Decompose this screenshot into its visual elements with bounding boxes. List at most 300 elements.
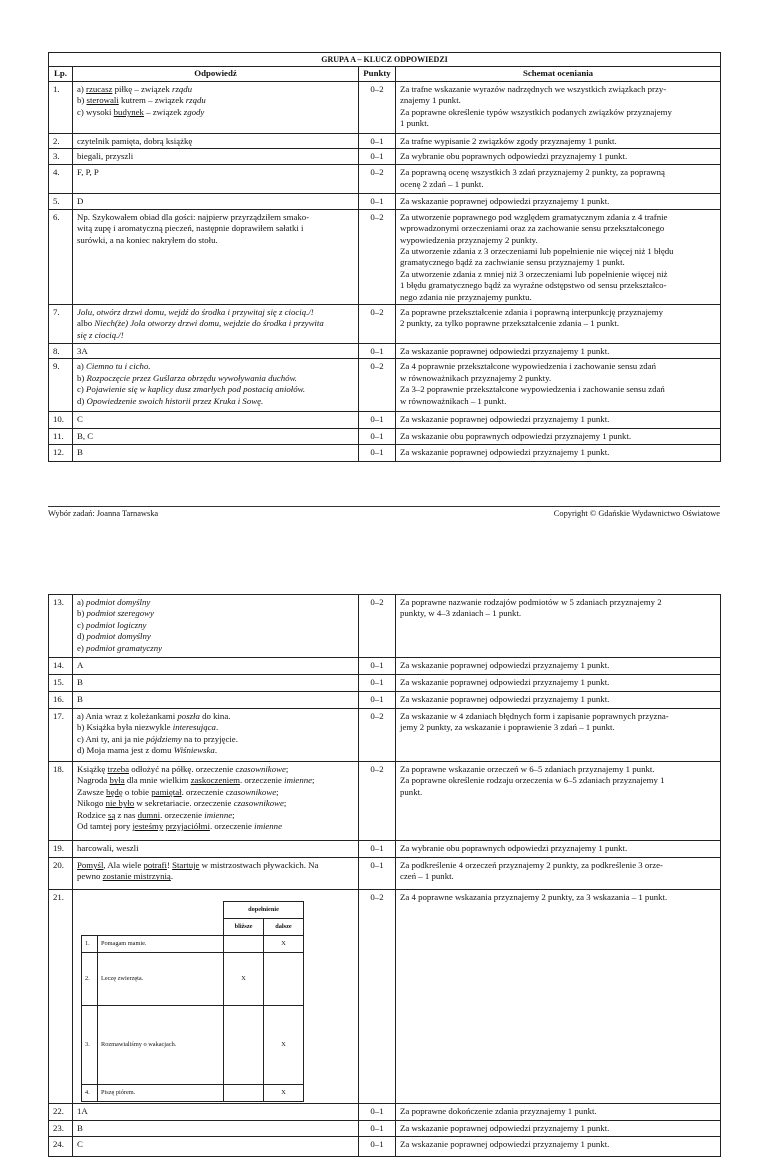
answer-line xyxy=(77,330,354,341)
text-run: . xyxy=(170,871,174,882)
scheme-line: wprowadzonymi orzeczeniami oraz za zachowanie sensu przekształconego xyxy=(400,223,665,234)
answer-line: B xyxy=(77,447,83,458)
complement-near-header: bliższe xyxy=(224,919,264,936)
scoring-scheme-cell xyxy=(396,709,721,762)
scheme-line: Za poprawne określenie rodzaju orzeczenia w 6–5 zdaniach przyznajemy 1 xyxy=(400,775,665,786)
answer-line xyxy=(77,722,354,733)
answer-key-rows xyxy=(49,595,721,1157)
scheme-line: Za utworzenie poprawnego pod względem gramatycznym zdania z 4 trafnie xyxy=(400,211,668,222)
sentence-text: Piszę piórem. xyxy=(98,1085,224,1102)
complement-row xyxy=(82,1085,304,1102)
answer-line xyxy=(77,810,354,821)
answer-row-9 xyxy=(49,359,721,412)
answer-line: B, C xyxy=(77,431,94,442)
answer-cell xyxy=(73,841,359,858)
scheme-line: Za podkreślenie 4 orzeczeń przyznajemy 2 punkty, za podkreślenie 3 orze- xyxy=(400,860,663,870)
answer-line xyxy=(77,871,354,882)
scheme-line: Za wskazanie obu poprawnych odpowiedzi przyznajemy 1 punkt. xyxy=(400,431,632,442)
text-run: pójdziemy xyxy=(146,733,182,744)
text-run: imienne xyxy=(254,821,282,832)
text-run: podmiot szeregowy xyxy=(86,608,154,619)
answer-line xyxy=(77,597,354,608)
points-cell: 0–1 xyxy=(359,149,396,165)
scoring-scheme-cell xyxy=(396,194,721,209)
answer-cell xyxy=(73,890,359,1104)
text-run: nie było xyxy=(105,798,135,809)
answer-line: harcowali, weszli xyxy=(77,843,139,853)
answer-key-part-1 xyxy=(48,52,721,462)
answer-line: czytelnik pamięta, dobrą książkę xyxy=(77,136,193,146)
text-run: c) Ani ty, ani ja nie xyxy=(77,733,147,744)
scheme-line: Za wybranie obu poprawnych odpowiedzi przyznajemy 1 punkt. xyxy=(400,151,628,162)
text-run: a) xyxy=(77,361,87,372)
text-run: c) xyxy=(77,384,87,395)
scoring-scheme-cell xyxy=(396,890,721,1104)
text-run: Wiśniewska xyxy=(173,745,215,756)
answer-cell xyxy=(73,359,359,412)
text-run: potrafi xyxy=(143,860,167,870)
question-number: 1. xyxy=(49,82,73,134)
text-run: a) xyxy=(77,597,87,607)
sentence-text: Pomagam mamie. xyxy=(98,936,224,953)
answer-cell xyxy=(73,445,359,462)
scoring-scheme-cell xyxy=(396,858,721,890)
scheme-line: w równoważnikach przyznajemy 2 punkty. xyxy=(400,372,552,383)
scoring-scheme-cell xyxy=(396,149,721,165)
scheme-line: gramatycznego bądź za zachwianie sensu przyznajemy 1 punkt. xyxy=(400,257,625,268)
points-cell: 0–2 xyxy=(359,165,396,194)
near-object-mark xyxy=(224,1006,264,1085)
complement-row xyxy=(82,936,304,953)
points-cell: 0–1 xyxy=(359,194,396,209)
question-number: 17. xyxy=(49,709,73,762)
answer-row-13 xyxy=(49,595,721,658)
answer-row-14 xyxy=(49,658,721,675)
text-run: Od tamtej pory xyxy=(77,821,133,832)
near-object-mark: X xyxy=(224,953,264,1006)
answer-cell xyxy=(73,675,359,692)
answer-cell xyxy=(73,412,359,429)
text-run: zaskoczeniem xyxy=(190,775,240,786)
scoring-scheme-cell xyxy=(396,1104,721,1121)
question-number: 12. xyxy=(49,445,73,462)
text-run: rządu xyxy=(172,84,193,94)
scheme-line: Za wskazanie poprawnej odpowiedzi przyznajemy 1 punkt. xyxy=(400,694,610,704)
scheme-line: Za poprawne wskazanie orzeczeń w 6–5 zdaniach przyznajemy 1 punkt. xyxy=(400,764,655,774)
scoring-scheme-cell xyxy=(396,692,721,709)
text-run: d) xyxy=(77,631,87,642)
points-cell: 0–1 xyxy=(359,429,396,445)
answer-cell xyxy=(73,858,359,890)
points-cell: 0–2 xyxy=(359,82,396,134)
text-run: Startuje xyxy=(172,860,200,870)
answer-row-7 xyxy=(49,305,721,344)
answer-row-10 xyxy=(49,412,721,429)
text-run: podmiot domyślny xyxy=(86,631,151,642)
answer-row-23 xyxy=(49,1121,721,1137)
scoring-scheme-cell xyxy=(396,1121,721,1137)
answer-line xyxy=(77,764,354,775)
answer-cell xyxy=(73,134,359,149)
scoring-scheme-cell xyxy=(396,344,721,359)
scheme-line: Za wskazanie poprawnej odpowiedzi przyznajemy 1 punkt. xyxy=(400,414,610,425)
text-run: się z ciocią./! xyxy=(77,329,124,340)
question-number: 18. xyxy=(49,762,73,841)
col-header-lp: Lp. xyxy=(49,67,73,82)
question-number: 10. xyxy=(49,412,73,429)
text-run: Rozpoczęcie przez Guślarza obrzędu wywoływania duchów. xyxy=(86,372,297,383)
answer-line: C xyxy=(77,1139,83,1149)
text-run: . orzeczenie xyxy=(181,786,226,797)
complement-row xyxy=(82,1006,304,1085)
text-run: b) xyxy=(77,608,87,619)
text-run: ; xyxy=(283,798,287,809)
sentence-text: Leczę zwierzęta. xyxy=(98,953,224,1006)
points-cell: 0–1 xyxy=(359,445,396,462)
scoring-scheme-cell xyxy=(396,165,721,194)
question-number: 22. xyxy=(49,1104,73,1121)
text-run: na to przyjęcie. xyxy=(181,733,238,744)
text-run: są xyxy=(108,809,116,820)
scheme-line: Za 4 poprawnie przekształcone wypowiedzenia i zachowanie sensu zdań xyxy=(400,361,656,372)
points-cell: 0–2 xyxy=(359,359,396,412)
text-run: w sekretariacie. orzeczenie xyxy=(134,798,234,809)
answer-row-20 xyxy=(49,858,721,890)
answer-cell xyxy=(73,209,359,304)
answer-line xyxy=(77,84,354,95)
answer-cell xyxy=(73,595,359,658)
text-run: Rodzice xyxy=(77,809,109,820)
sentence-number: 1. xyxy=(82,936,98,953)
answer-row-12 xyxy=(49,445,721,462)
text-run: c) wysoki xyxy=(77,106,114,117)
text-run: Nikogo xyxy=(77,798,106,809)
scoring-scheme-cell xyxy=(396,412,721,429)
scheme-line: 1 punkt. xyxy=(400,118,429,129)
question-number: 21. xyxy=(49,890,73,1104)
answer-cell xyxy=(73,692,359,709)
question-number: 7. xyxy=(49,305,73,344)
answer-row-11 xyxy=(49,429,721,445)
scheme-line: punkty, w 4–3 zdaniach – 1 punkt. xyxy=(400,608,522,619)
points-cell: 0–1 xyxy=(359,1121,396,1137)
scheme-line: Za wskazanie poprawnej odpowiedzi przyznajemy 1 punkt. xyxy=(400,1139,610,1149)
complement-group-header: dopełnienie xyxy=(224,902,304,919)
points-cell: 0–1 xyxy=(359,858,396,890)
answer-line: 1A xyxy=(77,1106,88,1116)
points-cell: 0–1 xyxy=(359,344,396,359)
answer-row-17 xyxy=(49,709,721,762)
answer-line xyxy=(77,821,354,832)
scheme-line: Za wskazanie poprawnej odpowiedzi przyznajemy 1 punkt. xyxy=(400,196,610,207)
scoring-scheme-cell xyxy=(396,675,721,692)
text-run: Książkę xyxy=(77,764,108,774)
table-title-row xyxy=(49,53,721,67)
scheme-line: Za 4 poprawne wskazania przyznajemy 2 punkty, za 3 wskazania – 1 punkt. xyxy=(400,892,668,902)
text-run: kutrem – związek xyxy=(118,95,186,106)
text-run: budynek xyxy=(113,106,144,117)
answer-cell xyxy=(73,305,359,344)
answer-line: witą zupę i aromatyczną pieczeń, następnie doprawiłem sałatki i xyxy=(77,223,304,234)
scheme-line: Za wskazanie poprawnej odpowiedzi przyznajemy 1 punkt. xyxy=(400,1123,610,1133)
col-header-answer: Odpowiedź xyxy=(73,67,359,82)
scoring-scheme-cell xyxy=(396,134,721,149)
scheme-line: 2 punkty, za tylko poprawne przekształcenie zdania – 1 punkt. xyxy=(400,318,620,329)
text-run: piłkę – związek xyxy=(112,84,173,94)
points-cell: 0–2 xyxy=(359,709,396,762)
scheme-line: punkt. xyxy=(400,786,423,797)
points-cell: 0–2 xyxy=(359,595,396,658)
answer-line xyxy=(77,620,354,631)
text-run: a) Ania wraz z koleżankami xyxy=(77,711,178,721)
text-run: . orzeczenie xyxy=(209,821,255,832)
question-number: 24. xyxy=(49,1137,73,1157)
answer-row-3 xyxy=(49,149,721,165)
text-run: ! xyxy=(166,860,173,870)
scheme-line: Za wskazanie poprawnej odpowiedzi przyznajemy 1 punkt. xyxy=(400,447,610,458)
scheme-line: Za trafne wypisanie 2 związków zgody przyznajemy 1 punkt. xyxy=(400,136,617,146)
answer-line xyxy=(77,318,354,329)
answer-line xyxy=(77,787,354,798)
complement-table-corner xyxy=(82,902,224,936)
text-run: Nagroda xyxy=(77,775,110,786)
text-run: interesująca xyxy=(172,722,216,733)
answer-line: D xyxy=(77,196,84,207)
text-run: zostanie mistrzynią xyxy=(102,871,171,882)
text-run: – związek xyxy=(143,106,184,117)
question-number: 11. xyxy=(49,429,73,445)
answer-line xyxy=(77,631,354,642)
answer-line xyxy=(77,745,354,756)
answer-line xyxy=(77,798,354,809)
answer-row-2 xyxy=(49,134,721,149)
points-cell: 0–1 xyxy=(359,1104,396,1121)
points-cell: 0–2 xyxy=(359,305,396,344)
answer-line xyxy=(77,307,354,318)
answer-row-22 xyxy=(49,1104,721,1121)
far-object-mark: X xyxy=(264,1085,304,1102)
scheme-line: ocenę 2 zdań – 1 punkt. xyxy=(400,178,484,189)
text-run: Pojawienie się w kaplicy dusz zmarłych pod postacią aniołów. xyxy=(86,384,306,395)
scoring-scheme-cell xyxy=(396,1137,721,1157)
answer-row-8 xyxy=(49,344,721,359)
scoring-scheme-cell xyxy=(396,305,721,344)
text-run: poszła xyxy=(177,711,200,721)
points-cell: 0–1 xyxy=(359,1137,396,1157)
text-run: ; xyxy=(232,809,235,820)
answer-cell xyxy=(73,709,359,762)
column-header-row xyxy=(49,67,721,82)
scheme-line: Za poprawne dokończenie zdania przyznajemy 1 punkt. xyxy=(400,1106,597,1116)
scheme-line: Za wskazanie poprawnej odpowiedzi przyznajemy 1 punkt. xyxy=(400,677,610,687)
text-run: jesteśmy xyxy=(132,821,164,832)
answer-cell xyxy=(73,149,359,165)
text-run: czasownikowe xyxy=(235,764,286,774)
scoring-scheme-cell xyxy=(396,429,721,445)
scheme-line: w równoważnikach – 1 punkt. xyxy=(400,395,507,406)
text-run: w mistrzostwach pływackich. Na xyxy=(199,860,319,870)
footer-copyright: Copyright © Gdańskie Wydawnictwo Oświatowe xyxy=(553,509,720,518)
page-footer xyxy=(48,506,720,520)
text-run: Jolu, otwórz drzwi domu, wejdź do środka i przywitaj się z ciocią./! xyxy=(77,307,314,318)
text-run: . xyxy=(214,745,218,756)
answer-row-4 xyxy=(49,165,721,194)
answer-line xyxy=(77,373,354,384)
text-run: o tobie xyxy=(122,786,152,797)
points-cell: 0–1 xyxy=(359,675,396,692)
scheme-line: wypowiedzenia przyznajemy 2 punkty. xyxy=(400,234,538,245)
text-run: , Ala wiele xyxy=(103,860,144,870)
text-run: pamiętał xyxy=(151,786,182,797)
answer-cell xyxy=(73,165,359,194)
complement-row xyxy=(82,953,304,1006)
answer-row-6 xyxy=(49,209,721,304)
text-run: będę xyxy=(106,786,123,797)
answer-line xyxy=(77,734,354,745)
text-run: dla mnie wielkim xyxy=(124,775,191,786)
scheme-line: nego zdania nie przyznajemy punktu. xyxy=(400,291,532,302)
text-run: pewno xyxy=(77,871,103,882)
scheme-line: Za poprawną ocenę wszystkich 3 zdań przyznajemy 2 punkty, za poprawną xyxy=(400,167,665,178)
near-object-mark xyxy=(224,1085,264,1102)
answer-cell xyxy=(73,344,359,359)
far-object-mark: X xyxy=(264,1006,304,1085)
text-run: a) xyxy=(77,84,87,94)
question-number: 3. xyxy=(49,149,73,165)
text-run: zgody xyxy=(183,106,205,117)
complement-table xyxy=(81,901,304,1102)
scheme-line: Za trafne wskazanie wyrazów nadrzędnych we wszystkich związkach przy- xyxy=(400,84,667,94)
text-run: do kina. xyxy=(199,711,231,721)
scoring-scheme-cell xyxy=(396,359,721,412)
text-run: Pomyśl xyxy=(77,860,104,870)
scoring-scheme-cell xyxy=(396,445,721,462)
sentence-number: 4. xyxy=(82,1085,98,1102)
answer-row-5 xyxy=(49,194,721,209)
answer-line xyxy=(77,95,354,106)
sentence-number: 3. xyxy=(82,1006,98,1085)
far-object-mark xyxy=(264,953,304,1006)
answer-cell xyxy=(73,82,359,134)
answer-row-18 xyxy=(49,762,721,841)
scheme-line: 1 błędu gramatycznego bądź za wyraźne odstępstwo od sensu przekształco- xyxy=(400,280,667,291)
answer-line: Np. Szykowałem obiad dla gości: najpierw przyrządziłem smako- xyxy=(77,211,310,222)
answer-cell xyxy=(73,762,359,841)
scheme-line: Za poprawne nazwanie rodzajów podmiotów w 5 zdaniach przyznajemy 2 xyxy=(400,597,662,607)
scoring-scheme-cell xyxy=(396,595,721,658)
answer-line: B xyxy=(77,677,83,687)
points-cell: 0–1 xyxy=(359,658,396,675)
points-cell: 0–1 xyxy=(359,841,396,858)
answer-key-rows xyxy=(49,82,721,462)
table-title: GRUPA A – KLUCZ ODPOWIEDZI xyxy=(49,53,721,67)
points-cell: 0–1 xyxy=(359,412,396,429)
far-object-mark: X xyxy=(264,936,304,953)
text-run: . orzeczenie xyxy=(160,809,205,820)
text-run: e) xyxy=(77,642,87,653)
text-run: była xyxy=(109,775,125,786)
text-run: z nas xyxy=(115,809,138,820)
question-number: 9. xyxy=(49,359,73,412)
text-run: . xyxy=(215,722,219,733)
answer-line xyxy=(77,775,354,786)
answer-line xyxy=(77,396,354,407)
text-run: rządu xyxy=(185,95,206,106)
question-number: 4. xyxy=(49,165,73,194)
question-number: 23. xyxy=(49,1121,73,1137)
text-run: podmiot gramatyczny xyxy=(86,642,163,653)
answer-cell xyxy=(73,1121,359,1137)
text-run: rzucasz xyxy=(86,84,113,94)
text-run: d) Moja mama jest z domu xyxy=(77,745,174,756)
scheme-line: znajemy 1 punkt. xyxy=(400,95,461,106)
text-run: Ciemno tu i cicho. xyxy=(86,361,151,372)
text-run: Opowiedzenie swoich historii przez Kruka i Sowę. xyxy=(86,395,264,406)
answer-line: B xyxy=(77,1123,83,1133)
question-number: 15. xyxy=(49,675,73,692)
question-number: 5. xyxy=(49,194,73,209)
text-run: b) xyxy=(77,95,87,106)
question-number: 6. xyxy=(49,209,73,304)
answer-line: C xyxy=(77,414,83,425)
question-number: 19. xyxy=(49,841,73,858)
col-header-scheme: Schemat oceniania xyxy=(396,67,721,82)
answer-line: A xyxy=(77,660,84,670)
answer-row-19 xyxy=(49,841,721,858)
sentence-text: Rozmawialiśmy o wakacjach. xyxy=(98,1006,224,1085)
answer-row-16 xyxy=(49,692,721,709)
text-run: czasownikowe xyxy=(233,798,284,809)
text-run: Niech(że) Jola otworzy drzwi domu, wejdzie do środka i przywita xyxy=(94,318,324,329)
answer-line xyxy=(77,860,354,871)
scoring-scheme-cell xyxy=(396,841,721,858)
text-run: czasownikowe xyxy=(225,786,277,797)
text-run: imienne xyxy=(204,809,233,820)
question-number: 2. xyxy=(49,134,73,149)
complement-far-header: dalsze xyxy=(264,919,304,936)
text-run: trzeba xyxy=(107,764,130,774)
scheme-line: Za utworzenie zdania z mniej niż 3 orzeczeniami lub popełnienie więcej niż xyxy=(400,268,668,279)
text-run: b) Książka była niezwykle xyxy=(77,722,173,733)
question-number: 8. xyxy=(49,344,73,359)
answer-row-24 xyxy=(49,1137,721,1157)
points-cell: 0–2 xyxy=(359,890,396,1104)
answer-line xyxy=(77,608,354,619)
scheme-line: Za utworzenie zdania z 3 orzeczeniami lub popełnienie nie więcej niż 1 błędu xyxy=(400,246,674,257)
answer-key-part-2 xyxy=(48,594,722,1149)
points-cell: 0–2 xyxy=(359,762,396,841)
scheme-line: Za wybranie obu poprawnych odpowiedzi przyznajemy 1 punkt. xyxy=(400,843,628,853)
answer-line: B xyxy=(77,694,83,704)
complement-header-row xyxy=(82,902,304,919)
text-run: dumni xyxy=(137,809,161,820)
scheme-line: czeń – 1 punkt. xyxy=(400,871,454,882)
answer-key-table-continued xyxy=(48,594,721,1157)
text-run: Zawsze xyxy=(77,786,107,797)
scheme-line: Za wskazanie w 4 zdaniach błędnych form i zapisanie poprawnych przyzna- xyxy=(400,711,669,721)
answer-row-1 xyxy=(49,82,721,134)
points-cell: 0–1 xyxy=(359,134,396,149)
text-run: ; xyxy=(276,786,279,797)
text-run: podmiot domyślny xyxy=(86,597,151,607)
question-number: 14. xyxy=(49,658,73,675)
scoring-scheme-cell xyxy=(396,658,721,675)
text-run: przyjaciółmi xyxy=(165,821,210,832)
answer-cell xyxy=(73,194,359,209)
points-cell: 0–2 xyxy=(359,209,396,304)
question-number: 13. xyxy=(49,595,73,658)
answer-row-15 xyxy=(49,675,721,692)
